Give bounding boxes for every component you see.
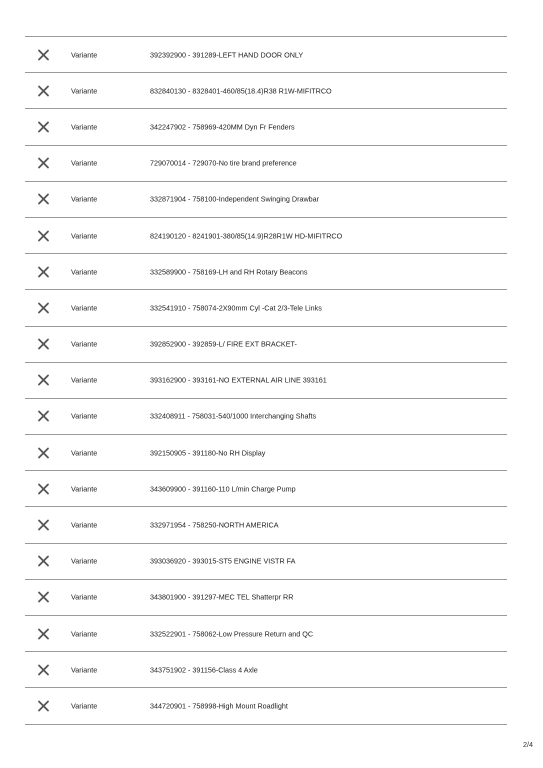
row-description: 332589900 - 758169-LH and RH Rotary Beacons	[150, 267, 308, 277]
table-row	[25, 73, 507, 109]
row-description: 832840130 - 8328401-460/85(18.4)R38 R1W-MIFITRCO	[150, 86, 332, 96]
row-description: 332408911 - 758031-540/1000 Interchanging Shafts	[150, 411, 317, 421]
table-row	[25, 37, 507, 73]
close-x-icon	[37, 555, 50, 568]
table-row	[25, 290, 507, 326]
close-x-icon	[37, 193, 50, 206]
row-type: Variante	[71, 520, 98, 530]
close-x-icon	[37, 338, 50, 351]
table-row	[25, 399, 507, 435]
row-type: Variante	[71, 231, 98, 241]
row-description: 343801900 - 391297-MEC TEL Shatterpr RR	[150, 592, 294, 602]
close-x-icon	[37, 482, 50, 495]
row-type: Variante	[71, 267, 98, 277]
close-x-icon	[37, 410, 50, 423]
row-type: Variante	[71, 339, 98, 349]
table-row	[25, 688, 507, 724]
row-type: Variante	[71, 303, 98, 313]
variant-table	[25, 36, 507, 725]
table-row	[25, 652, 507, 688]
table-row	[25, 544, 507, 580]
table-row	[25, 146, 507, 182]
row-description: 332522901 - 758062-Low Pressure Return and QC	[150, 629, 314, 639]
row-description: 343751902 - 391156-Class 4 Axle	[150, 665, 258, 675]
table-row	[25, 616, 507, 652]
table-row	[25, 109, 507, 145]
close-x-icon	[37, 446, 50, 459]
row-description: 393036920 - 393015-ST5 ENGINE VISTR FA	[150, 556, 296, 566]
close-x-icon	[37, 519, 50, 532]
row-description: 392852900 - 392859-L/ FIRE EXT BRACKET-	[150, 339, 297, 349]
row-type: Variante	[71, 701, 98, 711]
table-row	[25, 471, 507, 507]
row-type: Variante	[71, 375, 98, 385]
close-x-icon	[37, 591, 50, 604]
close-x-icon	[37, 374, 50, 387]
close-x-icon	[37, 301, 50, 314]
table-row	[25, 435, 507, 471]
close-x-icon	[37, 699, 50, 712]
row-description: 332871904 - 758100-Independent Swinging Drawbar	[150, 194, 320, 204]
close-x-icon	[37, 84, 50, 97]
close-x-icon	[37, 627, 50, 640]
table-row	[25, 507, 507, 543]
close-x-icon	[37, 229, 50, 242]
row-description: 393162900 - 393161-NO EXTERNAL AIR LINE 393161	[150, 375, 327, 385]
row-description: 332971954 - 758250-NORTH AMERICA	[150, 520, 279, 530]
table-row	[25, 218, 507, 254]
row-type: Variante	[71, 50, 98, 60]
close-x-icon	[37, 663, 50, 676]
close-x-icon	[37, 120, 50, 133]
table-row	[25, 363, 507, 399]
row-description: 729070014 - 729070-No tire brand preference	[150, 158, 297, 168]
table-row	[25, 254, 507, 290]
close-x-icon	[37, 265, 50, 278]
row-type: Variante	[71, 448, 98, 458]
close-x-icon	[37, 48, 50, 61]
row-type: Variante	[71, 122, 98, 132]
page-number: 2/4	[523, 740, 533, 749]
row-description: 824190120 - 8241901-380/85(14.9)R28R1W HD-MIFITRCO	[150, 231, 343, 241]
row-description: 392392900 - 391289-LEFT HAND DOOR ONLY	[150, 50, 304, 60]
row-type: Variante	[71, 629, 98, 639]
row-description: 332541910 - 758074-2X90mm Cyl -Cat 2/3-Tele Links	[150, 303, 322, 313]
close-x-icon	[37, 157, 50, 170]
row-description: 342247902 - 758969-420MM Dyn Fr Fenders	[150, 122, 295, 132]
row-type: Variante	[71, 484, 98, 494]
row-type: Variante	[71, 556, 98, 566]
row-type: Variante	[71, 194, 98, 204]
table-row	[25, 182, 507, 218]
row-type: Variante	[71, 411, 98, 421]
row-type: Variante	[71, 86, 98, 96]
row-description: 392150905 - 391180-No RH Display	[150, 448, 266, 458]
table-row	[25, 327, 507, 363]
table-row	[25, 580, 507, 616]
row-type: Variante	[71, 665, 98, 675]
row-description: 344720901 - 758998-High Mount Roadlight	[150, 701, 288, 711]
row-description: 343609900 - 391160-110 L/min Charge Pump	[150, 484, 296, 494]
row-type: Variante	[71, 592, 98, 602]
row-type: Variante	[71, 158, 98, 168]
